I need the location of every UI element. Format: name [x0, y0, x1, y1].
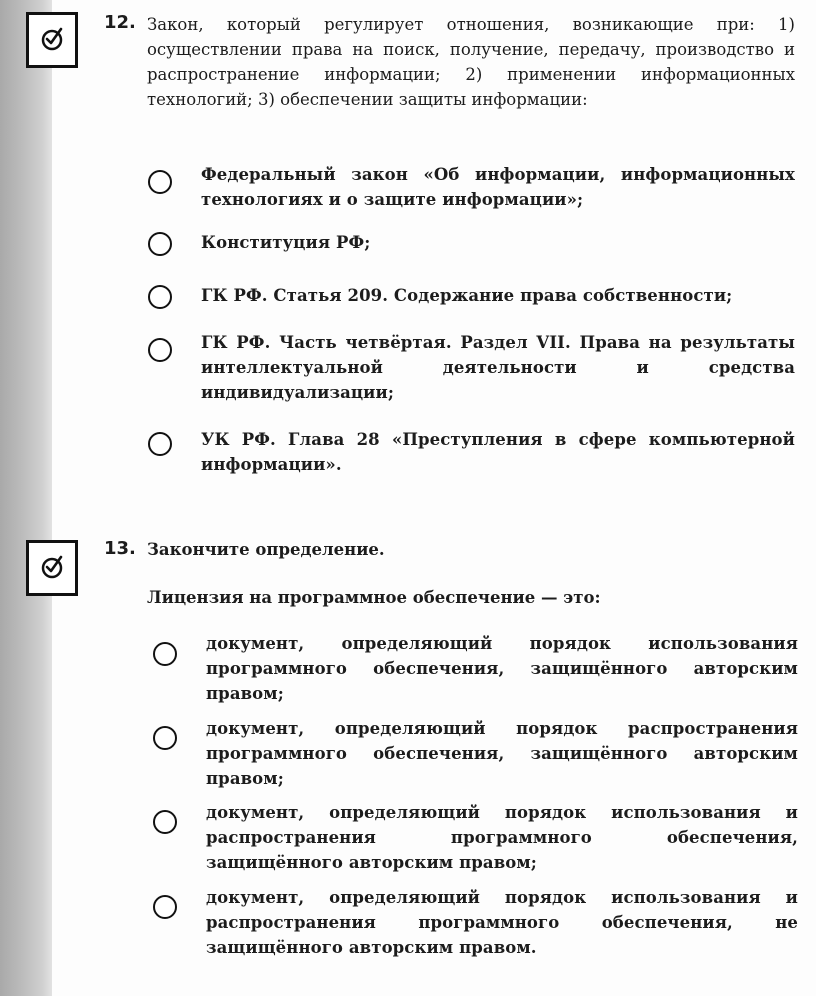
- checklist-icon: [26, 540, 78, 596]
- question-12-text: Закон, который регулирует отношения, возникающие при: 1) осуществлении права на поиск, получение, передачу, производство и распространение информации; 2) применении информационных технологий; 3) обеспечении защиты информации:: [147, 15, 795, 109]
- q12-option-5-label: УК РФ. Глава 28 «Преступления в сфере компьютерной информации».: [201, 430, 795, 474]
- q13-option-2-radio[interactable]: [153, 726, 177, 750]
- q13-option-4-label: документ, определяющий порядок использования и распространения программного обеспечения, не защищённого авторским правом.: [206, 888, 798, 957]
- q12-option-1-radio[interactable]: [148, 170, 172, 194]
- q12-option-3-radio[interactable]: [148, 285, 172, 309]
- q12-option-1-label: Федеральный закон «Об информации, информационных технологиях и о защите информации»;: [201, 165, 795, 209]
- check-circle-icon: [39, 555, 65, 581]
- q13-option-2-label: документ, определяющий порядок распространения программного обеспечения, защищённого авторским правом;: [206, 719, 798, 788]
- q13-option-3-radio[interactable]: [153, 810, 177, 834]
- q12-option-4-radio[interactable]: [148, 338, 172, 362]
- checklist-icon: [26, 12, 78, 68]
- q13-option-4-radio[interactable]: [153, 895, 177, 919]
- q13-option-1-radio[interactable]: [153, 642, 177, 666]
- q12-option-5-radio[interactable]: [148, 432, 172, 456]
- q12-option-2-label: Конституция РФ;: [201, 233, 371, 252]
- q12-option-2-radio[interactable]: [148, 232, 172, 256]
- q13-option-1-label: документ, определяющий порядок использования программного обеспечения, защищённого авторским правом;: [206, 634, 798, 703]
- question-13-text: Закончите определение.: [147, 540, 385, 559]
- q13-option-3-label: документ, определяющий порядок использования и распространения программного обеспечения, защищённого авторским правом;: [206, 803, 798, 872]
- q12-option-4-label: ГК РФ. Часть четвёртая. Раздел VII. Права на результаты интеллектуальной деятельности и средства индивидуализации;: [201, 333, 795, 402]
- check-circle-icon: [39, 27, 65, 53]
- question-13-number: 13.: [104, 538, 136, 559]
- question-12-number: 12.: [104, 12, 136, 33]
- q12-option-3-label: ГК РФ. Статья 209. Содержание права собственности;: [201, 286, 733, 305]
- question-13-subtext: Лицензия на программное обеспечение — это:: [147, 588, 601, 607]
- page-gutter: [0, 0, 52, 996]
